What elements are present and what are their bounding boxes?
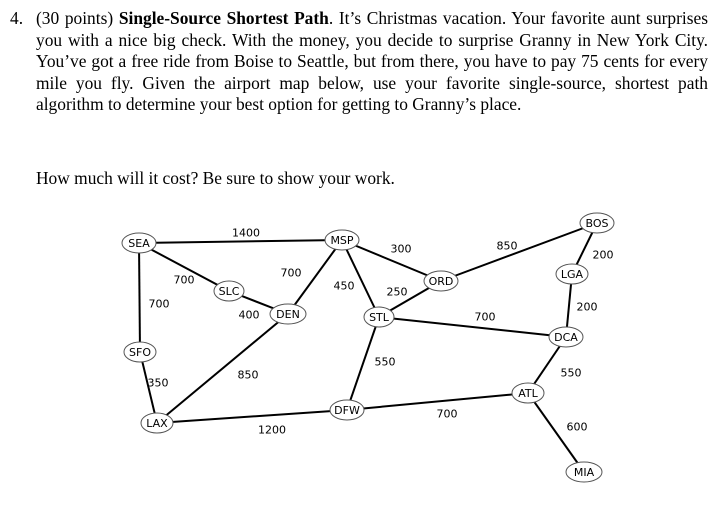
route-edges [139, 223, 597, 472]
airport-label: STL [369, 311, 389, 324]
airport-label: SFO [129, 346, 151, 359]
route-weight-msp-den: 700 [280, 266, 302, 280]
airport-sfo [124, 342, 156, 362]
airport-label: ORD [428, 275, 454, 288]
route-lax-den [157, 314, 288, 423]
route-sea-sfo [139, 243, 140, 352]
route-weight-lax-dfw: 1200 [258, 423, 286, 437]
route-sea-msp [139, 240, 342, 243]
airport-sea [122, 233, 156, 253]
airport-label: SLC [218, 285, 240, 298]
problem-points: (30 points) [36, 8, 114, 28]
airport-stl [364, 307, 394, 327]
airport-bos [580, 213, 614, 233]
airport-label: LAX [146, 417, 168, 430]
airport-lga [556, 264, 588, 284]
problem-number: 4. [10, 8, 24, 28]
route-weight-ord-bos: 850 [496, 239, 518, 253]
route-weight-atl-mia: 600 [566, 420, 588, 434]
route-weight-sea-sfo: 700 [148, 297, 170, 311]
airport-dca [549, 327, 583, 347]
airport-label: SEA [128, 237, 150, 250]
route-weight-msp-stl: 450 [333, 279, 355, 293]
route-msp-stl [342, 240, 379, 317]
airport-slc [214, 281, 244, 301]
airport-label: ATL [518, 387, 538, 400]
route-weight-msp-ord: 300 [390, 242, 412, 256]
airport-label: BOS [585, 217, 609, 230]
route-weight-lax-den: 850 [237, 368, 259, 382]
problem-title: Single-Source Shortest Path [118, 8, 329, 28]
route-weight-bos-lga: 200 [592, 248, 614, 262]
airport-label: DCA [554, 331, 578, 344]
route-weight-ord-stl: 250 [386, 285, 408, 299]
airport-label: MIA [573, 466, 595, 479]
route-weight-slc-den: 400 [238, 308, 260, 322]
route-weight-dca-atl: 550 [560, 366, 582, 380]
route-weight-sea-msp: 1400 [232, 226, 260, 240]
route-weight-stl-dca: 700 [474, 310, 496, 324]
airport-label: DFW [334, 404, 360, 417]
route-weight-dfw-atl: 700 [436, 407, 458, 421]
airport-dfw [330, 400, 364, 420]
airport-label: LGA [560, 268, 584, 281]
airport-label: MSP [330, 234, 354, 247]
airport-atl [512, 383, 544, 403]
problem-text: . It’s Christmas vacation. Your favorite aunt surprises you with a nice big check. With the money, you decide to surprise Granny in New York City. You’ve got a free ride from Boise to Seattle, but from there, you have to pay 75 cents for every mile you fly. Given the airport map below, use your favorite single-source, shortest path algorithm to determine your best option for getting to Granny’s place. [36, 8, 709, 115]
route-stl-dca [379, 317, 566, 337]
route-lax-dfw [157, 410, 347, 423]
route-weight-sfo-lax: 350 [147, 376, 169, 390]
route-weight-lga-dca: 200 [576, 300, 598, 314]
route-weights [148, 227, 614, 437]
airport-den [270, 304, 306, 324]
airport-mia [566, 462, 602, 482]
airport-ord [424, 271, 458, 291]
airport-lax [141, 413, 173, 433]
route-weight-sea-slc: 700 [173, 273, 195, 287]
airport-label: DEN [276, 308, 300, 321]
airport-msp [325, 230, 359, 250]
route-weight-stl-dfw: 550 [374, 355, 396, 369]
problem-question: How much will it cost? Be sure to show your work. [36, 168, 395, 188]
